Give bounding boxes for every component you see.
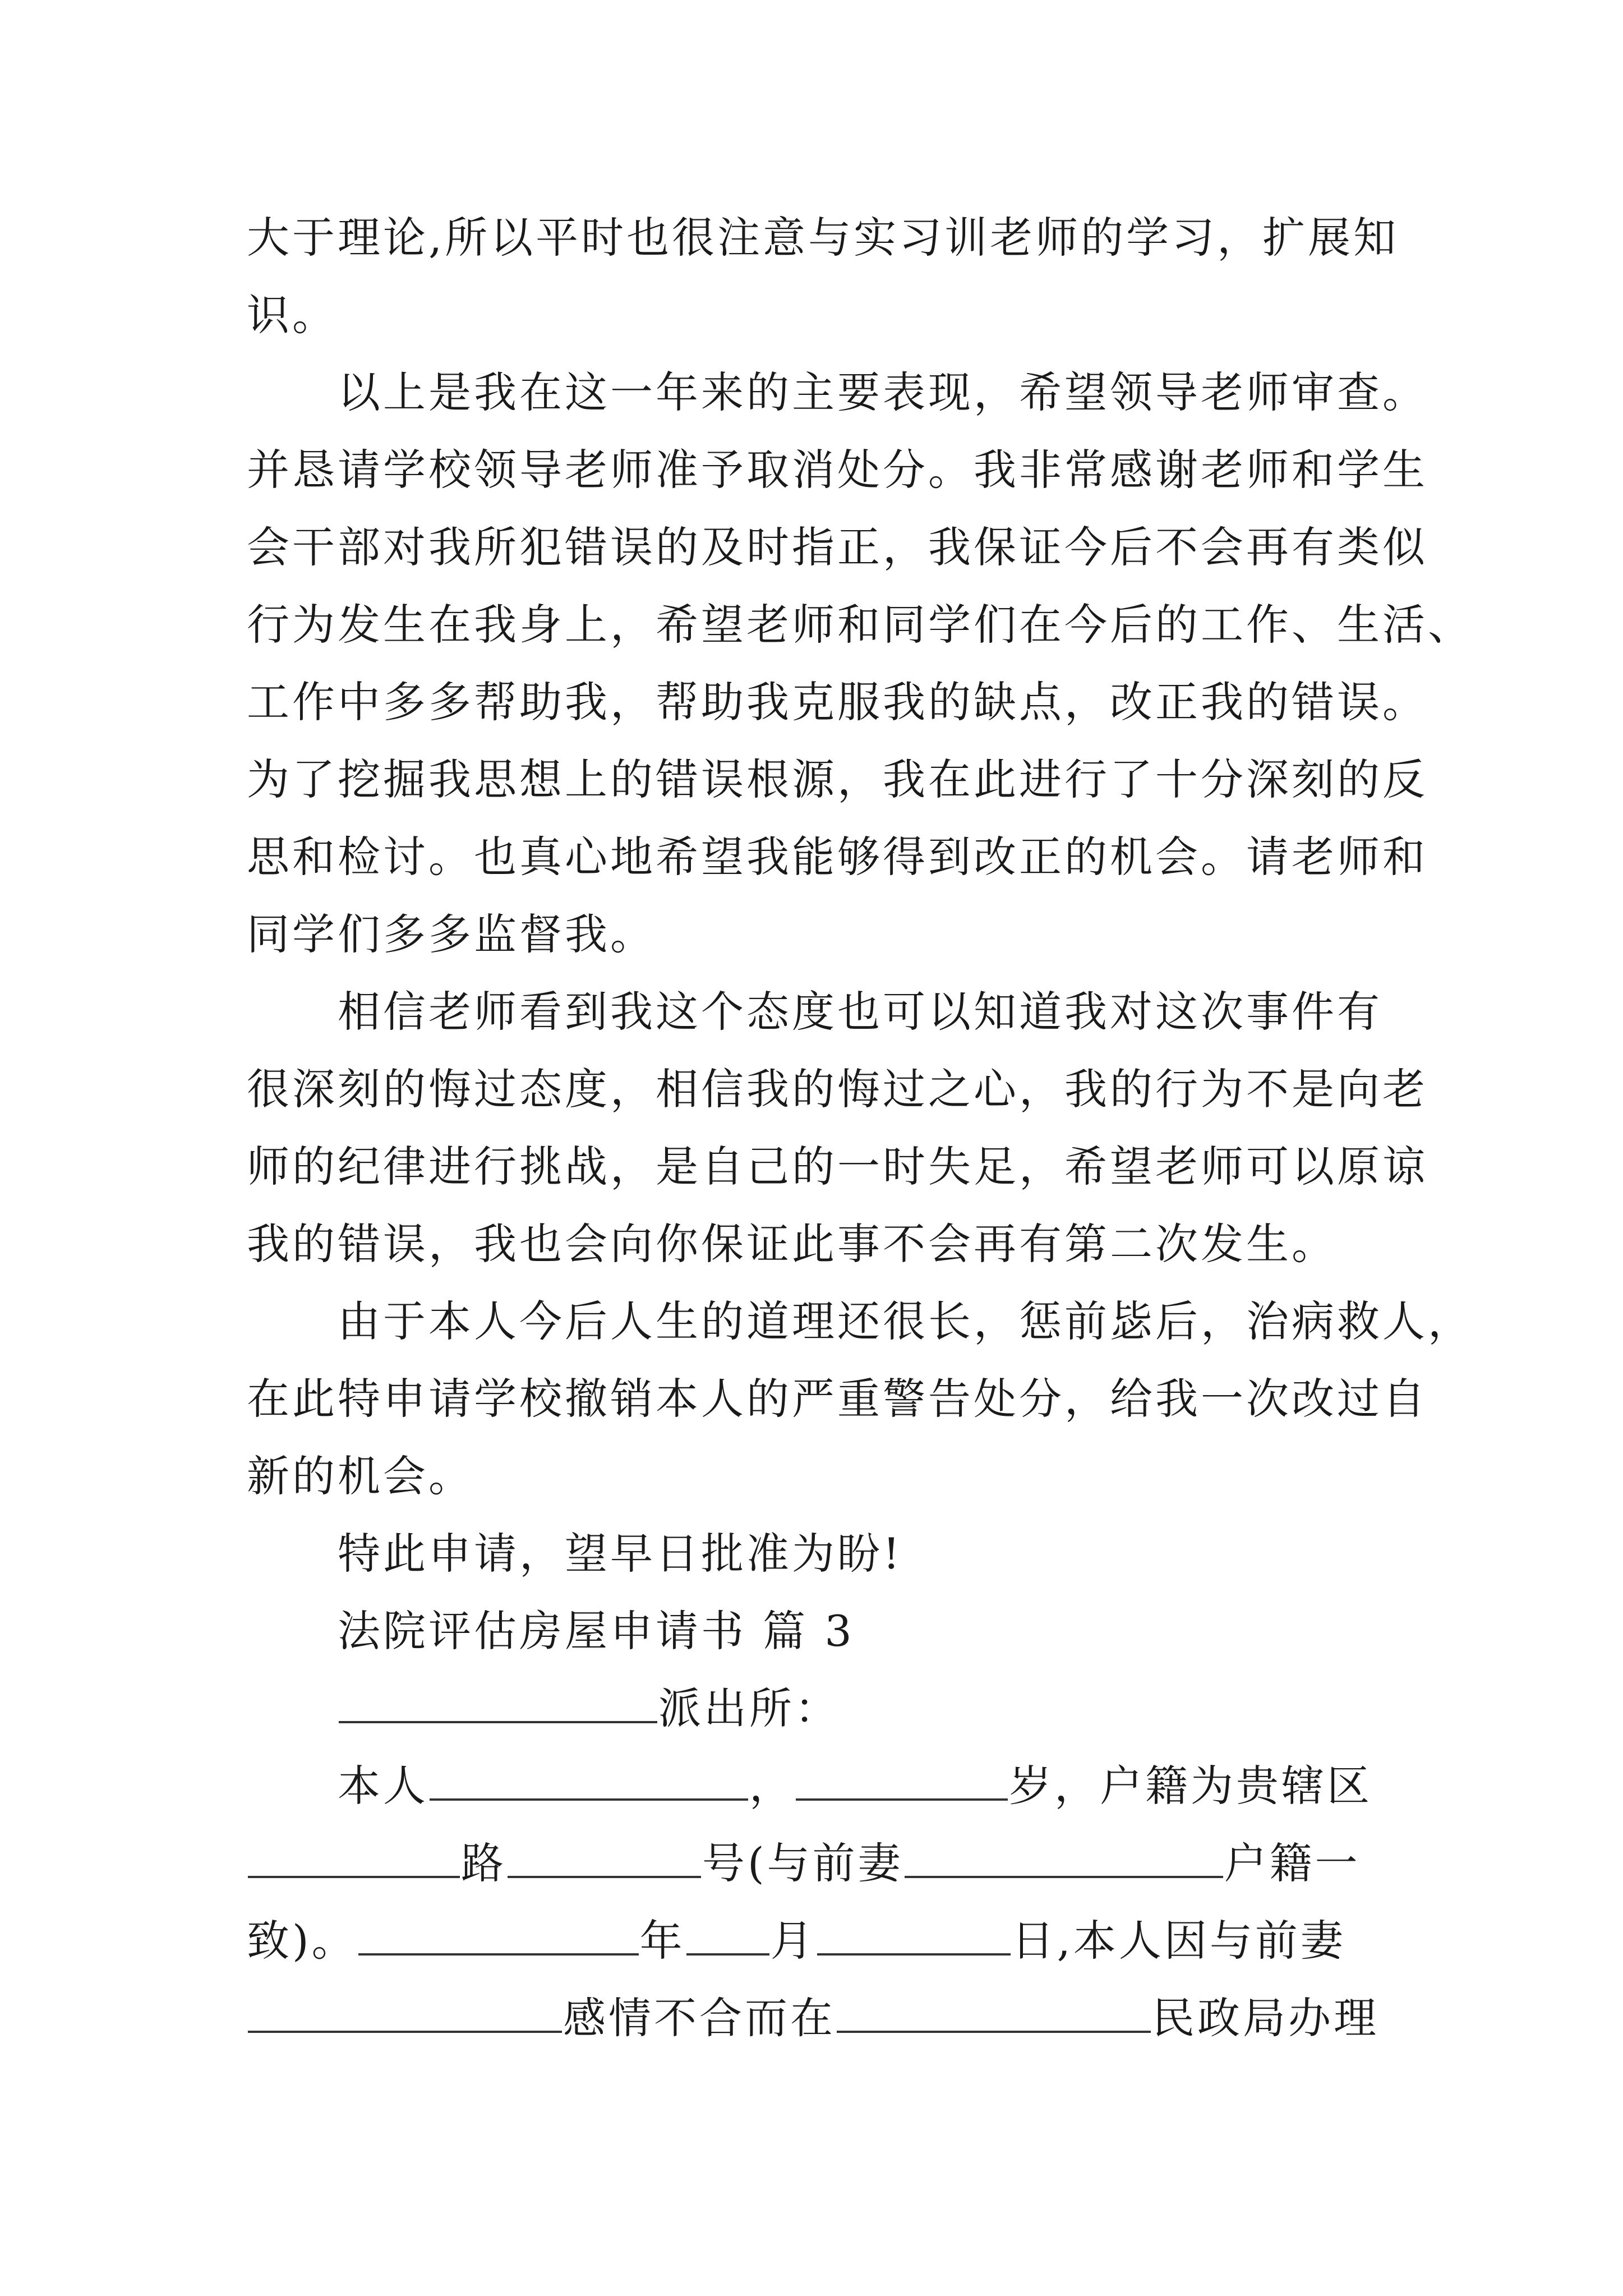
blank-day-field[interactable] bbox=[817, 1908, 1011, 1955]
text-line: 我的错误，我也会向你保证此事不会再有第二次发生。 bbox=[247, 1219, 1337, 1269]
form-line-address bbox=[247, 1825, 1391, 1902]
text-line: 并恳请学校领导老师准予取消处分。我非常感谢老师和学生 bbox=[247, 445, 1428, 495]
label-divorce-reason: 感情不合而在 bbox=[563, 1993, 836, 2043]
document-body bbox=[247, 199, 1473, 2057]
text-line: 工作中多多帮助我，帮助我克服我的缺点，改正我的错误。 bbox=[247, 677, 1428, 727]
text-line: 在此特申请学校撤销本人的严重警告处分，给我一次改过自 bbox=[247, 1374, 1428, 1424]
label-police-station: 派出所： bbox=[658, 1683, 840, 1733]
label-age-household: 岁，户籍为贵辖区 bbox=[1009, 1761, 1372, 1811]
label-civil-affairs: 民政局办理 bbox=[1152, 1993, 1379, 2043]
label-household: 户籍一 bbox=[1224, 1838, 1361, 1888]
text-line: 新的机会。 bbox=[247, 1451, 474, 1501]
text-line: 由于本人今后人生的道理还很长，惩前毖后，治病救人， bbox=[247, 1296, 1473, 1346]
text-line: 思和检讨。也真心地希望我能够得到改正的机会。请老师和 bbox=[247, 832, 1428, 882]
closing-line: 特此申请，望早日批准为盼! bbox=[247, 1529, 903, 1579]
label-consistent: 致)。 bbox=[247, 1916, 357, 1966]
blank-age-field[interactable] bbox=[796, 1754, 1008, 1801]
label-road: 路 bbox=[461, 1838, 506, 1888]
blank-ex-wife-field[interactable] bbox=[905, 1831, 1223, 1878]
blank-ex-wife-name-field[interactable] bbox=[248, 1986, 562, 2033]
text-line: 相信老师看到我这个态度也可以知道我对这次事件有 bbox=[247, 987, 1382, 1037]
blank-year-field[interactable] bbox=[358, 1908, 639, 1955]
separator: ， bbox=[749, 1761, 795, 1811]
text-line: 为了挖掘我思想上的错误根源，我在此进行了十分深刻的反 bbox=[247, 754, 1428, 804]
text-line: 大于理论,所以平时也很注意与实习训老师的学习，扩展知 bbox=[247, 213, 1399, 263]
text-line: 识。 bbox=[247, 290, 338, 340]
blank-road-field[interactable] bbox=[248, 1831, 460, 1878]
indent bbox=[247, 1683, 338, 1733]
blank-name-field[interactable] bbox=[430, 1754, 748, 1801]
form-line-police-station bbox=[247, 1670, 1391, 1747]
text-line: 师的纪律进行挑战，是自己的一时失足，希望老师可以原谅 bbox=[247, 1142, 1428, 1191]
text-line: 很深刻的悔过态度，相信我的悔过之心，我的行为不是向老 bbox=[247, 1064, 1428, 1114]
label-number: 号(与前妻 bbox=[702, 1838, 903, 1888]
text-line: 以上是我在这一年来的主要表现，希望领导老师审查。 bbox=[247, 367, 1428, 417]
blank-police-station-field[interactable] bbox=[339, 1676, 657, 1723]
form-line-applicant bbox=[247, 1747, 1391, 1825]
label-day: 日,本人因与前妻 bbox=[1011, 1916, 1346, 1966]
label-year: 年 bbox=[639, 1916, 685, 1966]
form-line-date bbox=[247, 1902, 1391, 1980]
section-title: 法院评估房屋申请书 篇 3 bbox=[247, 1606, 855, 1656]
form-line-divorce bbox=[247, 1980, 1391, 2057]
label-applicant: 本人 bbox=[247, 1761, 428, 1811]
label-month: 月 bbox=[770, 1916, 816, 1966]
text-line: 行为发生在我身上，希望老师和同学们在今后的工作、生活、 bbox=[247, 600, 1473, 650]
blank-civil-affairs-field[interactable] bbox=[837, 1986, 1151, 2033]
text-line: 会干部对我所犯错误的及时指正，我保证今后不会再有类似 bbox=[247, 522, 1428, 572]
blank-number-field[interactable] bbox=[508, 1831, 701, 1878]
text-line: 同学们多多监督我。 bbox=[247, 909, 656, 959]
blank-month-field[interactable] bbox=[686, 1908, 769, 1955]
